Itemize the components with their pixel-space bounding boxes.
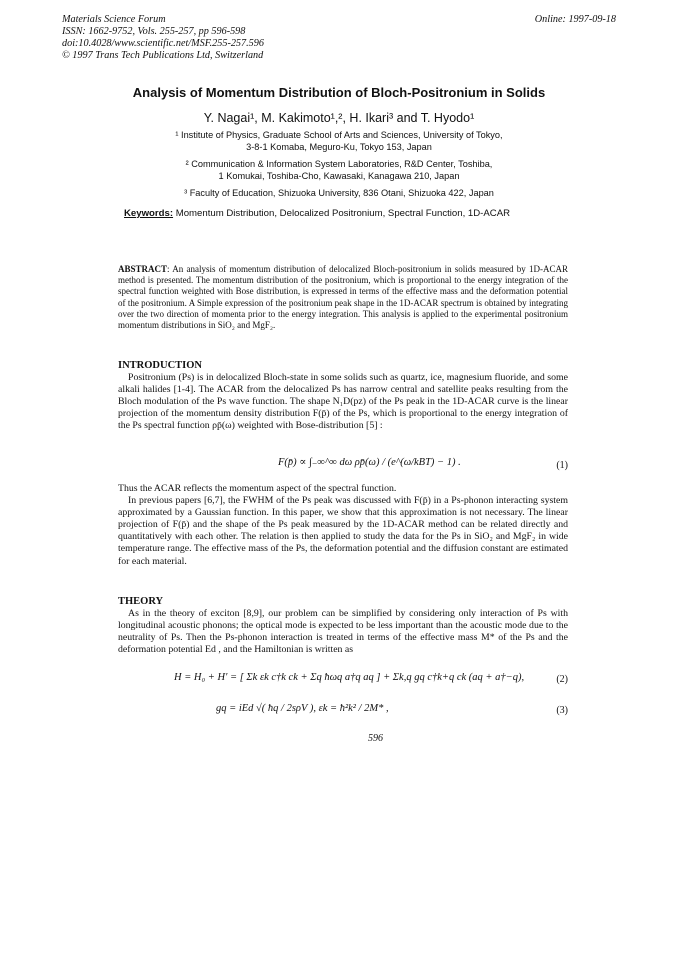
affiliation-1-line2: 3-8-1 Komaba, Meguro-Ku, Tokyo 153, Japan [246,141,432,152]
keywords-label: Keywords: [124,208,174,219]
introduction-section [118,360,568,433]
introduction-para-1: Positronium (Ps) is in delocalized Bloch-state in some solids such as quartz, ice, magnesium fluoride, and some alkali halides [1-4]. The ACAR from the delocalized Ps has narrow central and satellite peaks resulting from the Bloch modulation of the Ps wave function. The shape N₁D(pz) of the Ps peak in the 1D-ACAR curve is the linear projection of the momentum density distribution F(p̄) of the Ps, which is proportional to the energy integration of the Ps spectral function ρp̄(ω) weighted with Bose-distribution [5] : [118,372,568,432]
issn-line: ISSN: 1662-9752, Vols. 255-257, pp 596-598 [62,26,246,37]
affiliation-2-line2: 1 Komukai, Toshiba-Cho, Kawasaki, Kanagawa 210, Japan [218,170,460,181]
equation-3 [118,703,568,727]
introduction-continued [118,483,568,568]
affiliation-2 [0,159,678,182]
introduction-para-2: Thus the ACAR reflects the momentum aspect of the spectral function. [118,483,397,494]
equation-2 [118,672,568,696]
theory-heading: THEORY [118,596,164,607]
abstract [118,264,568,331]
copyright-line: © 1997 Trans Tech Publications Ltd, Switzerland [62,50,264,61]
abstract-text: : An analysis of momentum distribution of delocalized Bloch-positronium in solids measured by 1D-ACAR method is presented. The momentum distribution of the positronium, which is proportional to the energy integration of the spectral function weighted with Bose distribution, is expressed in terms of the effective mass and the deformation potential of the positronium. A Simple expression of the positronium peak shape in the 1D-ACAR spectrum is obtained by integrating over the two direction of momenta prior to the energy integration. This analysis is applied to the experimental positronium momentum distributions in SiO₂ and MgF₂. [118,264,568,331]
equation-1-formula: F(p̄) ∝ ∫₋∞^∞ dω ρp̄(ω) / (e^(ω/kBT) − 1) . [278,457,461,468]
affiliation-2-line1: ² Communication & Information System Laboratories, R&D Center, Toshiba, [185,159,493,169]
affiliation-3 [0,188,678,200]
introduction-para-3: In previous papers [6,7], the FWHM of the Ps peak was discussed with F(p̄) in a Ps-phonon interacting system approximated by a Gaussian function. In this paper, we show that this approximation is not necessary. The linear projection of F(p̄) and the shape of the Ps peak measured by the 1D-ACAR method can be related directly and quantitatively with each other. The relation is then applied to study the data for the Ps in SiO₂ and MgF₂ in wide temperature range. The effective mass of the Ps, the deformation potential and the diffusion constant are estimated for each material. [118,495,568,567]
page-number: 596 [368,733,383,744]
equation-1-number: (1) [556,460,568,471]
equation-3-formula: gq = iEd √( ħq / 2sρV ), εk = ħ²k² / 2M* , [216,703,389,714]
paper-title: Analysis of Momentum Distribution of Bloch-Positronium in Solids [132,85,546,100]
affiliation-3-line1: ³ Faculty of Education, Shizuoka University, 836 Otani, Shizuoka 422, Japan [184,188,494,198]
affiliation-1-line1: ¹ Institute of Physics, Graduate School of Arts and Sciences, University of Tokyo, [175,130,503,140]
equation-2-number: (2) [556,674,568,685]
journal-meta [62,14,264,62]
theory-section [118,596,568,656]
abstract-label: ABSTRACT [118,264,168,274]
equation-3-number: (3) [556,705,568,716]
equation-1 [118,456,568,480]
online-date: Online: 1997-09-18 [534,14,616,25]
author-list: Y. Nagai¹, M. Kakimoto¹,², H. Ikari³ and T. Hyodo¹ [203,111,475,125]
journal-name: Materials Science Forum [62,14,166,25]
introduction-heading: INTRODUCTION [118,360,203,371]
doi-line: doi:10.4028/www.scientific.net/MSF.255-257.596 [62,38,264,49]
affiliation-1 [0,130,678,153]
equation-2-formula: H = H₀ + H′ = [ Σk εk c†k ck + Σq ħωq a†q aq ] + Σk,q gq c†k+q ck (aq + a†−q), [174,672,525,683]
theory-para-1: As in the theory of exciton [8,9], our problem can be simplified by considering only interaction of Ps with longitudinal acoustic phonons; the optical mode is expected to be less important than the acoustic mode due to the neutrality of Ps. Then the Ps-phonon interaction is treated in terms of the effective mass M* of the Ps and the deformation potential Ed , and the Hamiltonian is written as [118,608,568,656]
keywords-line [124,208,510,219]
keywords-text: Momentum Distribution, Delocalized Positronium, Spectral Function, 1D-ACAR [175,208,511,219]
